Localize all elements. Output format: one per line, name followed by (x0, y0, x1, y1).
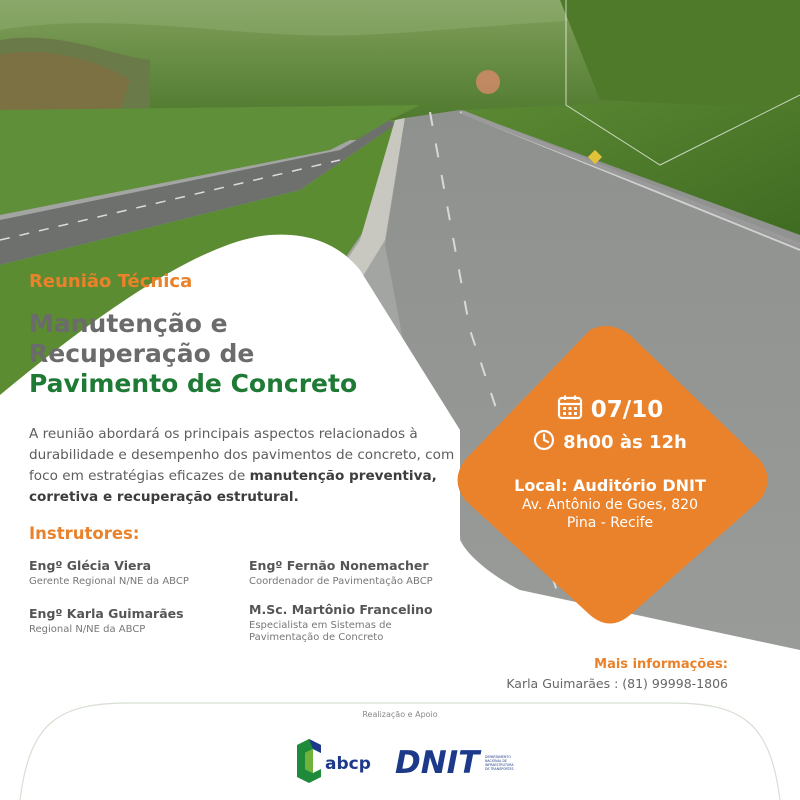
instructor-role: Regional N/NE da ABCP (29, 624, 146, 635)
instructor-name: Engº Fernão Nonemacher (249, 558, 429, 573)
event-address-line-1: Av. Antônio de Goes, 820 (521, 497, 699, 513)
instructor-role: Gerente Regional N/NE da ABCP (29, 576, 189, 587)
dnit-subtitle-line: DE TRANSPORTES (485, 767, 514, 771)
instructors-heading: Instrutores: (29, 524, 140, 543)
instructor-name: M.Sc. Martônio Francelino (249, 602, 433, 617)
more-info-heading: Mais informações: (594, 657, 728, 672)
support-label: Realização e Apoio (362, 710, 438, 719)
dnit-logo (395, 742, 515, 778)
event-date: 07/10 (590, 397, 664, 423)
more-info-contact: Karla Guimarães : (81) 99998-1806 (506, 676, 728, 691)
instructor-item (29, 558, 229, 588)
description-text: A reunião abordará os principais aspectos relacionados à durabilidade e desempenho dos pavimentos de concreto, com foco em estratégias eficazes de (29, 426, 455, 484)
dnit-subtitle-line: INFRAESTRUTURA (485, 763, 514, 767)
instructor-item (249, 558, 449, 588)
calendar-icon (557, 394, 583, 426)
event-date-row (475, 395, 745, 425)
instructor-role: Coordenador de Pavimentação ABCP (249, 576, 433, 587)
instructor-name: Engº Glécia Viera (29, 558, 152, 573)
dnit-subtitle-line: NACIONAL DE (485, 759, 508, 763)
instructor-item (249, 602, 433, 644)
event-description (29, 424, 459, 508)
title-line-2: Recuperação de (29, 339, 255, 368)
title-line-3: Pavimento de Concreto (29, 369, 358, 398)
dnit-logo-text: DNIT (395, 745, 480, 778)
dnit-subtitle-line: DEPARTAMENTO (485, 755, 511, 759)
instructor-role: Especialista em Sistemas de Pavimentação de Concreto (249, 620, 392, 643)
event-title (29, 309, 449, 399)
abcp-logo-text: abcp (325, 754, 371, 774)
event-details (475, 395, 745, 531)
event-time-row (475, 428, 745, 456)
abcp-logo (295, 737, 385, 783)
event-address-line-2: Pina - Recife (566, 515, 654, 531)
description-bold: manutenção preventiva, corretiva e recuperação estrutural. (29, 468, 437, 505)
event-kicker: Reunião Técnica (29, 271, 193, 292)
title-line-1: Manutenção e (29, 309, 228, 338)
event-location: Local: Auditório DNIT (514, 476, 706, 495)
clock-icon (533, 429, 555, 456)
event-time: 8h00 às 12h (563, 431, 687, 453)
instructor-name: Engº Karla Guimarães (29, 606, 184, 621)
instructor-item (29, 606, 229, 636)
